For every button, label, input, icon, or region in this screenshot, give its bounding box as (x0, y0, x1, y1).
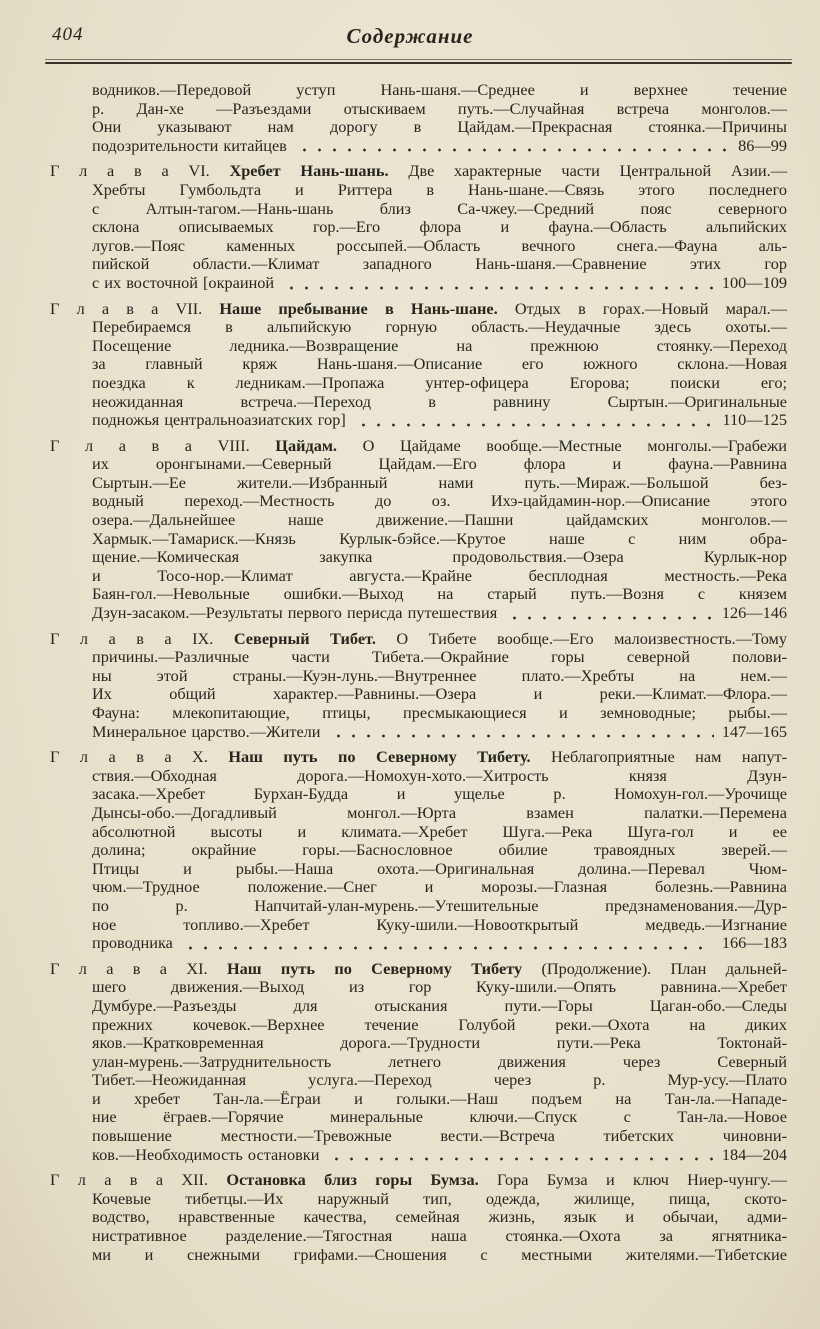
toc-entry-ch8 (50, 437, 787, 623)
toc-text: с их восточной [окраиной (92, 272, 275, 292)
toc-line-text (50, 299, 787, 318)
toc-line (50, 511, 787, 530)
toc-entry-ch10 (50, 748, 787, 953)
toc-text: Отдых в горах.—Новый марал.— (497, 298, 788, 318)
toc-text: долина; окрайние горы.—Баснословное обилие травоядных зверей.— (92, 840, 787, 860)
toc-line (50, 860, 787, 879)
toc-line (50, 548, 787, 567)
toc-text: ние ёграев.—Горячие минеральные ключи.—Спуск с Тан-ла.—Новое (92, 1107, 787, 1127)
chapter-title: Наше пребывание в Нань-шане. (219, 298, 498, 318)
toc-text: яков.—Кратковременная дорога.—Трудности пути.—Река Токтонай- (92, 1033, 787, 1053)
toc-line (50, 118, 787, 137)
dot-leader (356, 411, 715, 430)
toc-line-text (92, 703, 787, 722)
toc-text: Дынсы-обо.—Догадливый монгол.—Юрта взамен палатки.—Перемена (92, 802, 787, 822)
toc-line-text (92, 199, 787, 218)
toc-line-text (92, 1189, 787, 1208)
toc-line-text (92, 996, 787, 1015)
toc-text: Они указывают нам дорогу в Цайдам.—Прекрасная стоянка.—Причины (92, 117, 787, 137)
toc-line (50, 978, 787, 997)
dot-leader (507, 604, 714, 623)
page-range: 126—146 (721, 603, 787, 623)
toc-line (50, 1246, 787, 1265)
toc-line (50, 916, 787, 935)
toc-line (50, 785, 787, 804)
toc-text: Птицы и рыбы.—Наша охота.—Оригинальная долина.—Перевал Чюм- (92, 858, 787, 878)
page-number: 404 (52, 24, 84, 45)
toc-text: Хребты Гумбольдта и Риттера в Нань-шане.—Связь этого последнего (92, 179, 787, 199)
toc-line (50, 667, 787, 686)
toc-text: Тибет.—Неожиданная услуга.—Переход через р. Мур-усу.—Плато (92, 1070, 787, 1090)
chapter-title: Остановка близ горы Бумза. (226, 1170, 479, 1190)
toc-line (50, 455, 787, 474)
page-range: 184—204 (721, 1144, 787, 1164)
toc-line-text (92, 99, 787, 118)
page-title: Содержание (346, 24, 474, 48)
toc-text: с Алтын-тагом.—Нань-шань близ Са-чжеу.—Средний пояс северного (92, 198, 787, 218)
toc-line-text (92, 766, 787, 785)
toc-line (50, 1016, 787, 1035)
toc-line (50, 181, 787, 200)
toc-text: (Продолжение). План дальней- (522, 958, 787, 978)
toc-line-text (92, 454, 787, 473)
toc-text: улан-мурень.—Затруднительность летнего движения через Северный (92, 1051, 787, 1071)
toc-line (50, 1108, 787, 1127)
page-range: 86—99 (738, 135, 787, 155)
page-header (0, 0, 820, 54)
toc-line (50, 255, 787, 274)
toc-line (50, 81, 787, 100)
toc-line (50, 767, 787, 786)
toc-entry-ch7 (50, 300, 787, 430)
toc-line-text (50, 959, 787, 978)
toc-text: ны этой страны.—Куэн-лунь.—Внутреннее плато.—Хребты на нем.— (92, 665, 787, 685)
chapter-label: Г л а в а VIII. (50, 435, 276, 455)
toc-line (50, 318, 787, 337)
toc-line-text (92, 217, 787, 236)
toc-text: подножья центральноазиатских гор] (92, 410, 346, 430)
toc-line (50, 100, 787, 119)
toc-line-text (92, 180, 787, 199)
toc-line (50, 1090, 787, 1109)
toc-line-text (92, 822, 787, 841)
toc-line (50, 393, 787, 412)
chapter-label: Г л а в а IX. (50, 628, 234, 648)
toc-text: повышение местности.—Тревожные вести.—Встреча тибетских чиновни- (92, 1126, 787, 1146)
toc-line (50, 355, 787, 374)
toc-line-text (92, 137, 287, 156)
toc-entry-ch11 (50, 960, 787, 1165)
toc-text: ное топливо.—Хребет Куку-шили.—Новооткрытый медведь.—Изгнание (92, 914, 787, 934)
toc-line-text (92, 491, 787, 510)
toc-text: проводника (92, 933, 173, 953)
toc-text: Кочевые тибетцы.—Их наружный тип, одежда, жилище, пища, ското- (92, 1188, 787, 1208)
toc-line (50, 411, 787, 430)
toc-line (50, 374, 787, 393)
chapter-title: Цайдам. (275, 435, 338, 455)
toc-text: Их общий характер.—Равнины.—Озера и реки.—Климат.—Флора.— (92, 684, 787, 704)
toc-entry-ch6 (50, 162, 787, 292)
dot-leader (183, 934, 714, 953)
toc-line (50, 437, 787, 456)
toc-line-text (50, 747, 787, 766)
toc-line (50, 685, 787, 704)
toc-text: ков.—Необходимость остановки (92, 1144, 320, 1164)
toc-line-text (50, 161, 787, 180)
toc-line (50, 1146, 787, 1165)
toc-text: Фауна: млекопитающие, птицы, пресмыкающиеся и земноводные; рыбы.— (92, 703, 787, 722)
toc-text: водство, нравственные качества, семейная жизнь, язык и обычаи, адми- (92, 1207, 787, 1227)
toc-line-text (92, 236, 787, 255)
toc-line (50, 585, 787, 604)
toc-line-text (92, 1126, 787, 1145)
toc-text: Две характерные части Центральной Азии.— (388, 161, 787, 181)
toc-line (50, 748, 787, 767)
toc-text: О Тибете вообще.—Его малоизвестность.—Тому (375, 628, 787, 648)
toc-line-text (50, 436, 787, 455)
toc-text: Посещение ледника.—Возвращение на прежнюю стоянку.—Переход (92, 335, 787, 355)
toc-line (50, 1171, 787, 1190)
toc-line-text (92, 647, 787, 666)
toc-line-text (50, 629, 787, 648)
toc-text: Гора Бумза и ключ Ниер-чунгу.— (478, 1170, 787, 1190)
toc-line-text (92, 254, 787, 273)
dot-leader (284, 274, 714, 293)
toc-line (50, 237, 787, 256)
toc-text: шего движения.—Выход из гор Куку-шили.—Опять равнина.—Хребет (92, 977, 787, 997)
toc-text: неожиданная встреча.—Переход в равнину Сыртын.—Оригинальные (92, 391, 787, 411)
toc-line-text (92, 1033, 787, 1052)
toc-line-text (92, 529, 787, 548)
toc-line-text (92, 547, 787, 566)
toc-text: прежних кочевок.—Верхнее течение Голубой реки.—Охота на диких (92, 1014, 787, 1034)
toc-text: озера.—Дальнейшее наше движение.—Пашни цайдамских монголов.— (92, 510, 787, 530)
chapter-title: Северный Тибет. (233, 628, 376, 648)
toc-line-text (92, 80, 787, 99)
toc-text: ми и снежными грифами.—Сношения с местными жителями.—Тибетские (92, 1244, 787, 1264)
toc-text: Минеральное царство.—Жители (92, 721, 321, 741)
toc-line-text (92, 1146, 319, 1165)
toc-line (50, 1053, 787, 1072)
toc-text: нистративное разделение.—Тягостная наша стоянка.—Охота за ягнятника- (92, 1226, 787, 1246)
toc-line (50, 823, 787, 842)
chapter-label: Г л а в а VI. (50, 161, 230, 181)
toc-line (50, 841, 787, 860)
toc-text: склона описываемых гор.—Его флора и фауна.—Область альпийских (92, 217, 787, 237)
toc-line-text (92, 934, 173, 953)
toc-line (50, 274, 787, 293)
header-rule-thin (45, 59, 792, 60)
toc-line (50, 704, 787, 723)
toc-line-text (92, 411, 346, 430)
toc-line (50, 878, 787, 897)
toc-line-text (92, 274, 274, 293)
toc-line (50, 474, 787, 493)
toc-text: за главный кряж Нань-шаня.—Описание его южного склона.—Новая (92, 354, 787, 374)
toc-line (50, 804, 787, 823)
toc-line-text (92, 117, 787, 136)
toc-body (0, 64, 820, 1264)
toc-line-text (92, 510, 787, 529)
toc-line (50, 960, 787, 979)
toc-text: щение.—Комическая закупка продовольствия.—Озера Курлык-нор (92, 547, 787, 567)
dot-leader (329, 1146, 713, 1165)
toc-text: и Тосо-нор.—Климат августа.—Крайне бесплодная местность.—Река (92, 565, 787, 585)
toc-line (50, 567, 787, 586)
toc-line (50, 300, 787, 319)
chapter-label: Г л а в а XII. (50, 1170, 227, 1190)
toc-entry-ch5-continuation (50, 81, 787, 155)
toc-line (50, 1208, 787, 1227)
toc-line-text (92, 392, 787, 411)
toc-line (50, 1227, 787, 1246)
toc-text: О Цайдаме вообще.—Местные монголы.—Грабежи (337, 435, 787, 455)
toc-text: Дзун-засаком.—Результаты первого перисда путешествия (92, 603, 498, 623)
toc-line-text (92, 684, 787, 703)
toc-line (50, 1034, 787, 1053)
toc-line-text (92, 840, 787, 859)
toc-text: абсолютной высоты и климата.—Хребет Шуга.—Река Шуга-гол и ее (92, 821, 787, 841)
page-range: 110—125 (722, 410, 787, 430)
toc-line (50, 162, 787, 181)
toc-line-text (92, 1107, 787, 1126)
toc-text: Думбуре.—Разъезды для отыскания пути.—Горы Цаган-обо.—Следы (92, 995, 787, 1015)
toc-line-text (92, 1015, 787, 1034)
chapter-title: Наш путь по Северному Тибету (226, 958, 523, 978)
toc-text: засака.—Хребет Бурхан-Будда и ущелье р. Номохун-гол.—Урочище (92, 784, 787, 804)
toc-line-text (92, 1226, 787, 1245)
toc-text: подозрительности китайцев (92, 135, 287, 155)
toc-line-text (92, 1070, 787, 1089)
toc-text: ствия.—Обходная дорога.—Номохун-хото.—Хитрость князя Дзун- (92, 765, 787, 785)
toc-line (50, 723, 787, 742)
toc-text: водников.—Передовой уступ Нань-шаня.—Среднее и верхнее течение (92, 80, 787, 99)
toc-line-text (92, 336, 787, 355)
toc-line-text (92, 473, 787, 492)
toc-line-text (92, 1245, 787, 1264)
toc-text: причины.—Различные части Тибета.—Окрайние горы северной полови- (92, 647, 787, 667)
chapter-title: Наш путь по Северному Тибету. (228, 747, 531, 767)
toc-entry-ch9 (50, 630, 787, 742)
chapter-label: Г л а в а VII. (50, 298, 220, 318)
toc-line (50, 530, 787, 549)
toc-line-text (92, 373, 787, 392)
toc-entry-ch12 (50, 1171, 787, 1264)
toc-line-text (92, 859, 787, 878)
toc-text: и хребет Тан-ла.—Ёграи и голыки.—Наш подъем на Тан-ла.—Нападе- (92, 1088, 787, 1108)
toc-text: пийской области.—Климат западного Нань-шаня.—Сравнение этих гор (92, 254, 787, 274)
toc-line-text (92, 784, 787, 803)
toc-line (50, 897, 787, 916)
toc-line-text (92, 977, 787, 996)
toc-text: лугов.—Пояс каменных россыпей.—Область вечного снега.—Фауна аль- (92, 235, 787, 255)
toc-line-text (92, 354, 787, 373)
toc-line (50, 218, 787, 237)
toc-line-text (92, 1089, 787, 1108)
toc-line-text (92, 584, 787, 603)
dot-leader (331, 723, 714, 742)
toc-line-text (92, 896, 787, 915)
toc-line (50, 604, 787, 623)
toc-line-text (92, 317, 787, 336)
toc-line-text (92, 566, 787, 585)
chapter-title: Хребет Нань-шань. (229, 161, 389, 181)
toc-text: водный переход.—Местность до оз. Ихэ-цайдамин-нор.—Описание этого (92, 491, 787, 511)
toc-line (50, 137, 787, 156)
toc-line (50, 492, 787, 511)
toc-line (50, 337, 787, 356)
chapter-label: Г л а в а X. (50, 747, 229, 767)
toc-text: Перебираемся в альпийскую горную область.—Неудачные здесь охоты.— (92, 317, 787, 337)
toc-line-text (92, 1207, 787, 1226)
toc-line-text (92, 604, 497, 623)
toc-text: Неблагоприятные нам напут- (530, 747, 787, 767)
toc-line (50, 1071, 787, 1090)
toc-text: их оронгынами.—Северный Цайдам.—Его флора и фауна.—Равнина (92, 454, 787, 474)
page-range: 147—165 (721, 721, 787, 741)
toc-text: поездка к ледникам.—Пропажа унтер-офицера Егорова; поиски его; (92, 372, 787, 392)
dot-leader (297, 137, 730, 156)
toc-line-text (92, 915, 787, 934)
page-range: 166—183 (721, 933, 787, 953)
toc-line-text (92, 723, 321, 742)
toc-line (50, 200, 787, 219)
toc-line-text (92, 803, 787, 822)
toc-text: р. Дан-хе —Разъездами отыскиваем путь.—Случайная встреча монголов.— (92, 98, 787, 118)
toc-line (50, 1190, 787, 1209)
toc-line (50, 648, 787, 667)
chapter-label: Г л а в а XI. (50, 958, 227, 978)
toc-line (50, 997, 787, 1016)
page-range: 100—109 (721, 272, 787, 292)
toc-line-text (92, 877, 787, 896)
toc-text: чюм.—Трудное положение.—Снег и морозы.—Глазная болезнь.—Равнина (92, 877, 787, 897)
toc-line-text (50, 1170, 787, 1189)
toc-line-text (92, 1052, 787, 1071)
toc-line (50, 630, 787, 649)
toc-line (50, 934, 787, 953)
toc-line-text (92, 666, 787, 685)
toc-text: по р. Напчитай-улан-мурень.—Утешительные предзнаменования.—Дур- (92, 895, 787, 915)
toc-text: Хармык.—Тамариск.—Князь Курлык-бэйсе.—Крутое наше с ним обра- (92, 528, 787, 548)
toc-text: Сыртын.—Ее жители.—Избранный нами путь.—Мираж.—Большой без- (92, 472, 787, 492)
toc-line (50, 1127, 787, 1146)
toc-text: Баян-гол.—Невольные ошибки.—Выход на старый путь.—Возня с князем (92, 584, 787, 604)
